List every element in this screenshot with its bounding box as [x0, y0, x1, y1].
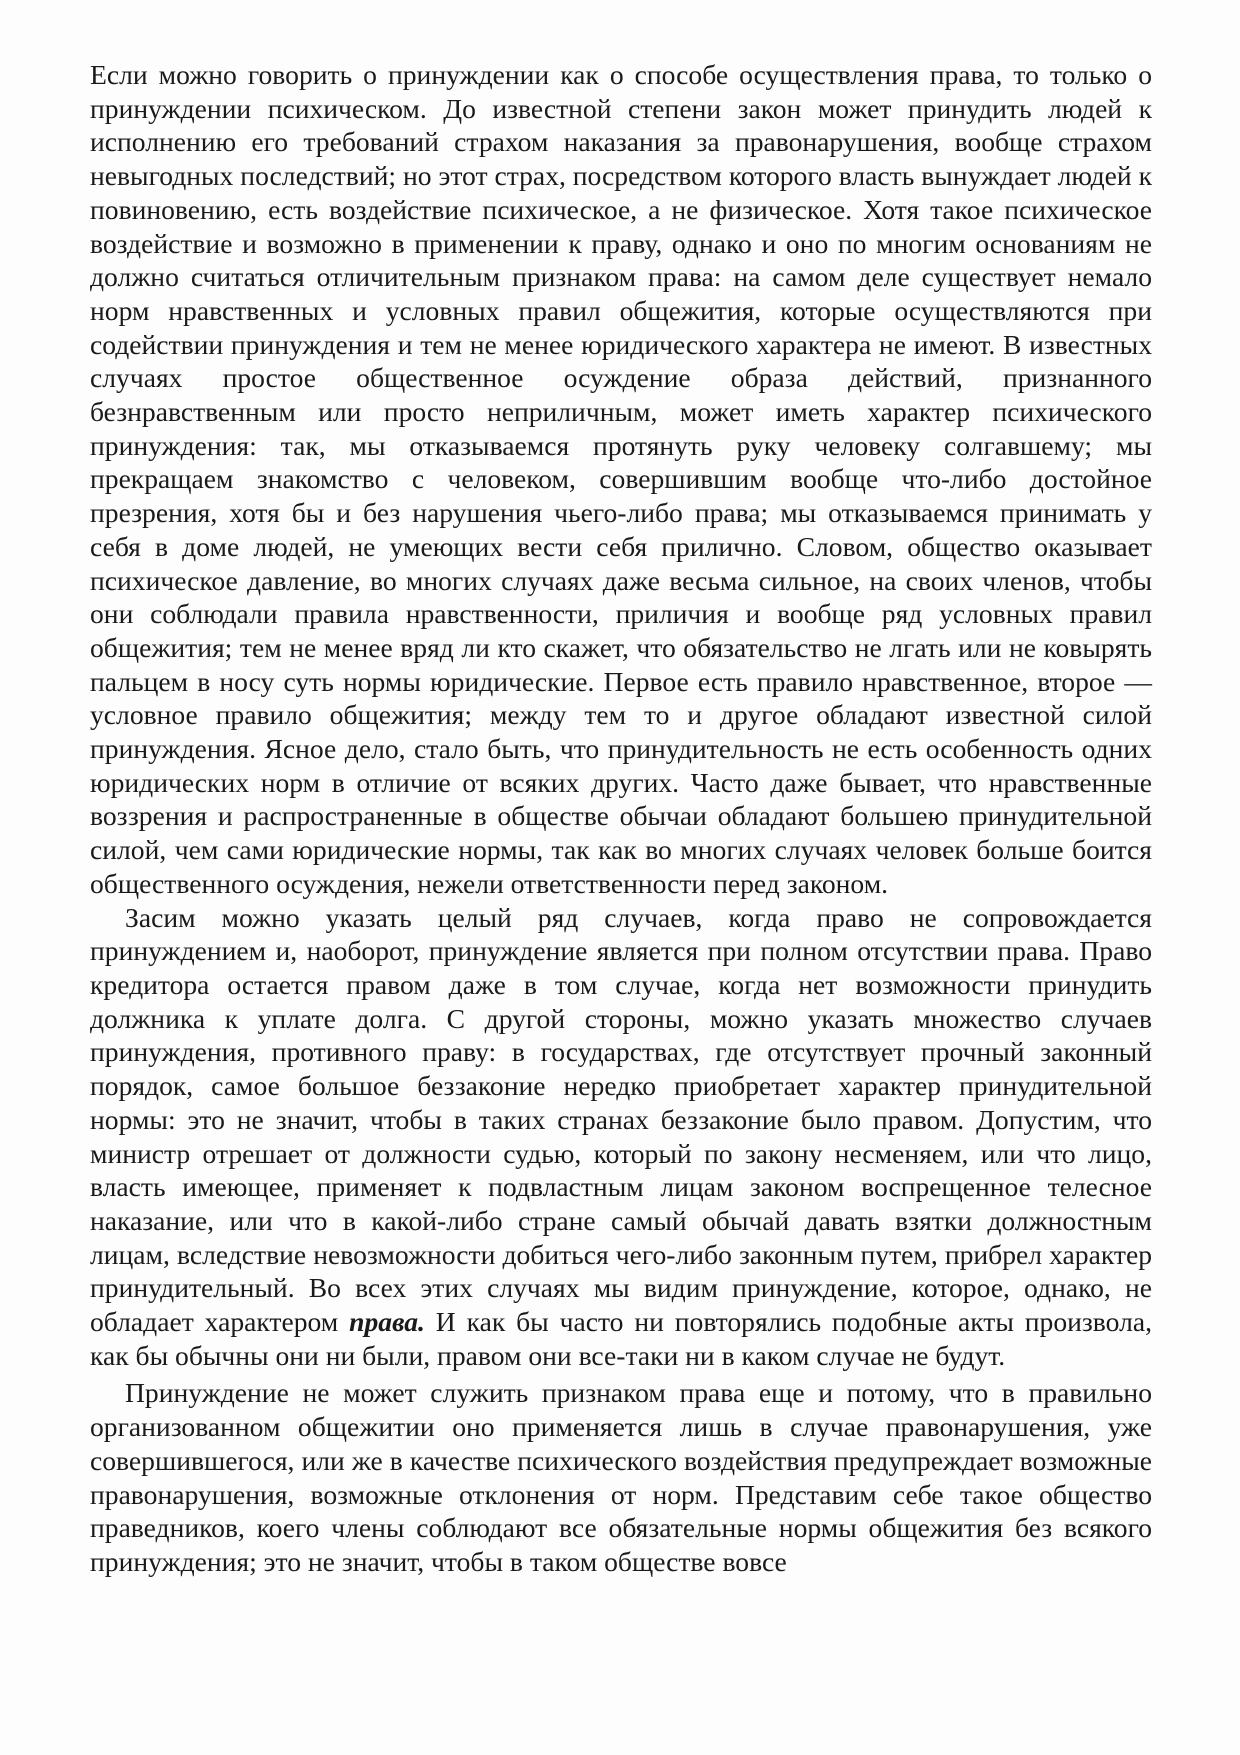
- paragraph-3: Принуждение не может служить признаком права еще и потому, что в правильно организованном общежитии оно применяется лишь в случае правонарушения, уже совершившегося, или же в качестве психического воздействия предупреждает возможные правонарушения, возможные отклонения от норм. Представим себе такое общество праведников, коего члены соблюдают все обязательные нормы общежития без всякого принуждения; это не значит, чтобы в таком обществе вовсе: [90, 1377, 1152, 1577]
- paragraph-2-text-after: И как бы часто ни повторялись подобные акты произвола, как бы обычны они ни были, правом они все-таки ни в каком случае не будут.: [90, 1306, 1152, 1371]
- paragraph-2: [90, 901, 1152, 1373]
- paragraph-1: Если можно говорить о принуждении как о способе осуществления права, то только о принуждении психическом. До известной степени закон может принудить людей к исполнению его требований страхом наказания за правонарушения, вообще страхом невыгодных последствий; но этот страх, посредством которого власть вынуждает людей к повиновению, есть воздействие психическое, а не физическое. Хотя такое психическое воздействие и возможно в применении к праву, однако и оно по многим основаниям не должно считаться отличительным признаком права: на самом деле существует немало норм нравственных и условных правил общежития, которые осуществляются при содействии принуждения и тем не менее юридического характера не имеют. В известных случаях простое общественное осуждение образа действий, признанного безнравственным или просто неприличным, может иметь характер психического принуждения: так, мы отказываемся протянуть руку человеку солгавшему; мы прекращаем знакомство с человеком, совершившим вообще что-либо достойное презрения, хотя бы и без нарушения чьего-либо права; мы отказываемся принимать у себя в доме людей, не умеющих вести себя прилично. Словом, общество оказывает психическое давление, во многих случаях даже весьма сильное, на своих членов, чтобы они соблюдали правила нравственности, приличия и вообще ряд условных правил общежития; тем не менее вряд ли кто скажет, что обязательство не лгать или не ковырять пальцем в носу суть нормы юридические. Первое есть правило нравственное, второе — условное правило общежития; между тем то и другое обладают известной силой принуждения. Ясное дело, стало быть, что принудительность не есть особенность одних юридических норм в отличие от всяких других. Часто даже бывает, что нравственные воззрения и распространенные в обществе обычаи обладают большею принудительной силой, чем сами юридические нормы, так как во многих случаях человек больше боится общественного осуждения, нежели ответственности перед законом.: [90, 59, 1152, 899]
- paragraph-2-text-before: Засим можно указать целый ряд случаев, когда право не сопровождается принуждением и, наоборот, принуждение является при полном отсутствии права. Право кредитора остается правом даже в том случае, когда нет возможности принудить должника к уплате долга. С другой стороны, можно указать множество случаев принуждения, противного праву: в государствах, где отсутствует прочный законный порядок, самое большое беззаконие нередко приобретает характер принудительной нормы: это не значит, чтобы в таких странах беззаконие было правом. Допустим, что министр отрешает от должности судью, который по закону несменяем, или что лицо, власть имеющее, применяет к подвластным лицам законом воспрещенное телесное наказание, или что в какой-либо стране самый обычай давать взятки должностным лицам, вследствие невозможности добиться чего-либо законным путем, прибрел характер принудительный. Во всех этих случаях мы видим принуждение, которое, однако, не обладает характером: [90, 901, 1152, 1338]
- emphasized-word: права.: [349, 1306, 425, 1338]
- document-body: [90, 58, 1152, 1579]
